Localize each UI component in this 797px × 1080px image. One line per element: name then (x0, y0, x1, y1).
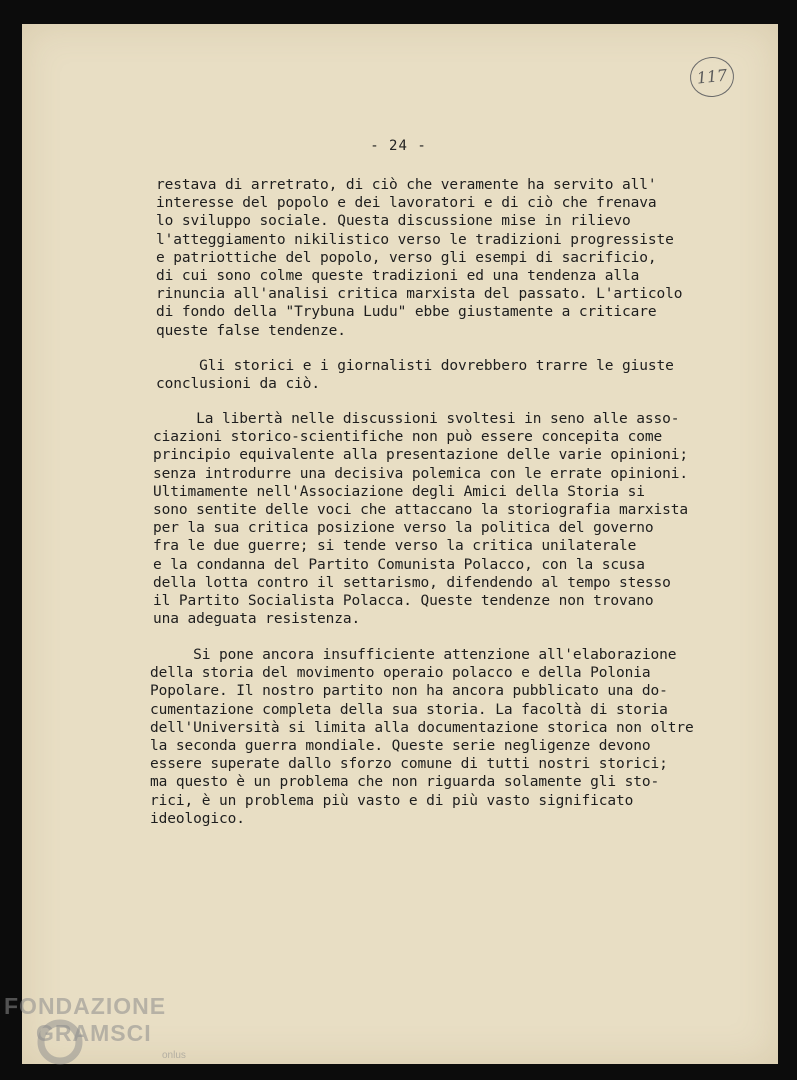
text-line: La libertà nelle discussioni svoltesi in seno alle asso- (153, 411, 680, 427)
text-line: principio equivalente alla presentazione delle varie opinioni; (153, 447, 689, 464)
page-number: - 24 - (370, 138, 427, 154)
text-line: Popolare. Il nostro partito non ha ancora pubblicato una do- (150, 683, 668, 700)
archive-page-stamp: 117 (688, 55, 736, 99)
text-line: il Partito Socialista Polacca. Queste tendenze non trovano (153, 593, 654, 610)
text-line: e patriottiche del popolo, verso gli esempi di sacrificio, (156, 249, 657, 266)
text-line: Gli storici e i giornalisti dovrebbero trarre le giuste (156, 358, 674, 374)
paragraph-4 (150, 646, 694, 828)
text-line: la seconda guerra mondiale. Queste serie negligenze devono (150, 738, 651, 755)
text-line: lo sviluppo sociale. Questa discussione mise in rilievo (156, 213, 631, 230)
paragraph-1 (156, 176, 682, 340)
text-line: ideologico. (150, 810, 245, 827)
text-line: e la condanna del Partito Comunista Polacco, con la scusa (153, 556, 645, 573)
text-line: cumentazione completa della sua storia. La facoltà di storia (150, 701, 668, 718)
text-line: l'atteggiamento nikilistico verso le tradizioni progressiste (156, 231, 674, 248)
text-line: sono sentite delle voci che attaccano la storiografia marxista (153, 502, 689, 519)
text-line: ma questo è un problema che non riguarda solamente gli sto- (150, 774, 660, 791)
watermark-line-3: onlus (162, 1050, 186, 1061)
text-line: una adeguata resistenza. (153, 611, 361, 628)
text-line: rinuncia all'analisi critica marxista del passato. L'articolo (156, 286, 683, 303)
text-line: di fondo della "Trybuna Ludu" ebbe giustamente a criticare (156, 304, 657, 321)
text-line: essere superate dallo sforzo comune di tutti nostri storici; (150, 756, 668, 773)
text-line: dell'Università si limita alla documentazione storica non oltre (150, 719, 694, 736)
text-line: senza introdurre una decisiva polemica con le errate opinioni. (153, 465, 689, 482)
text-line: conclusioni da ciò. (156, 376, 320, 393)
text-line: restava di arretrato, di ciò che veramente ha servito all' (156, 177, 657, 193)
paragraph-2 (156, 357, 674, 393)
fondazione-gramsci-watermark (4, 990, 204, 1075)
text-line: di cui sono colme queste tradizioni ed una tendenza alla (156, 268, 640, 285)
text-line: della lotta contro il settarismo, difendendo al tempo stesso (153, 574, 671, 591)
text-line: queste false tendenze. (156, 322, 346, 339)
text-line: fra le due guerre; si tende verso la critica unilaterale (153, 538, 637, 555)
text-line: per la sua critica posizione verso la politica del governo (153, 520, 654, 537)
text-line: Ultimamente nell'Associazione degli Amici della Storia si (153, 483, 645, 500)
watermark-line-1: FONDAZIONE (4, 993, 167, 1019)
text-line: della storia del movimento operaio polacco e della Polonia (150, 665, 651, 682)
text-line: rici, è un problema più vasto e di più vasto significato (150, 792, 634, 809)
text-line: ciazioni storico-scientifiche non può essere concepita come (153, 429, 663, 446)
paragraph-3 (153, 410, 688, 628)
text-line: Si pone ancora insufficiente attenzione all'elaborazione (150, 647, 677, 663)
watermark-line-2: GRAMSCI (36, 1020, 152, 1046)
text-line: interesse del popolo e dei lavoratori e di ciò che frenava (156, 195, 657, 212)
